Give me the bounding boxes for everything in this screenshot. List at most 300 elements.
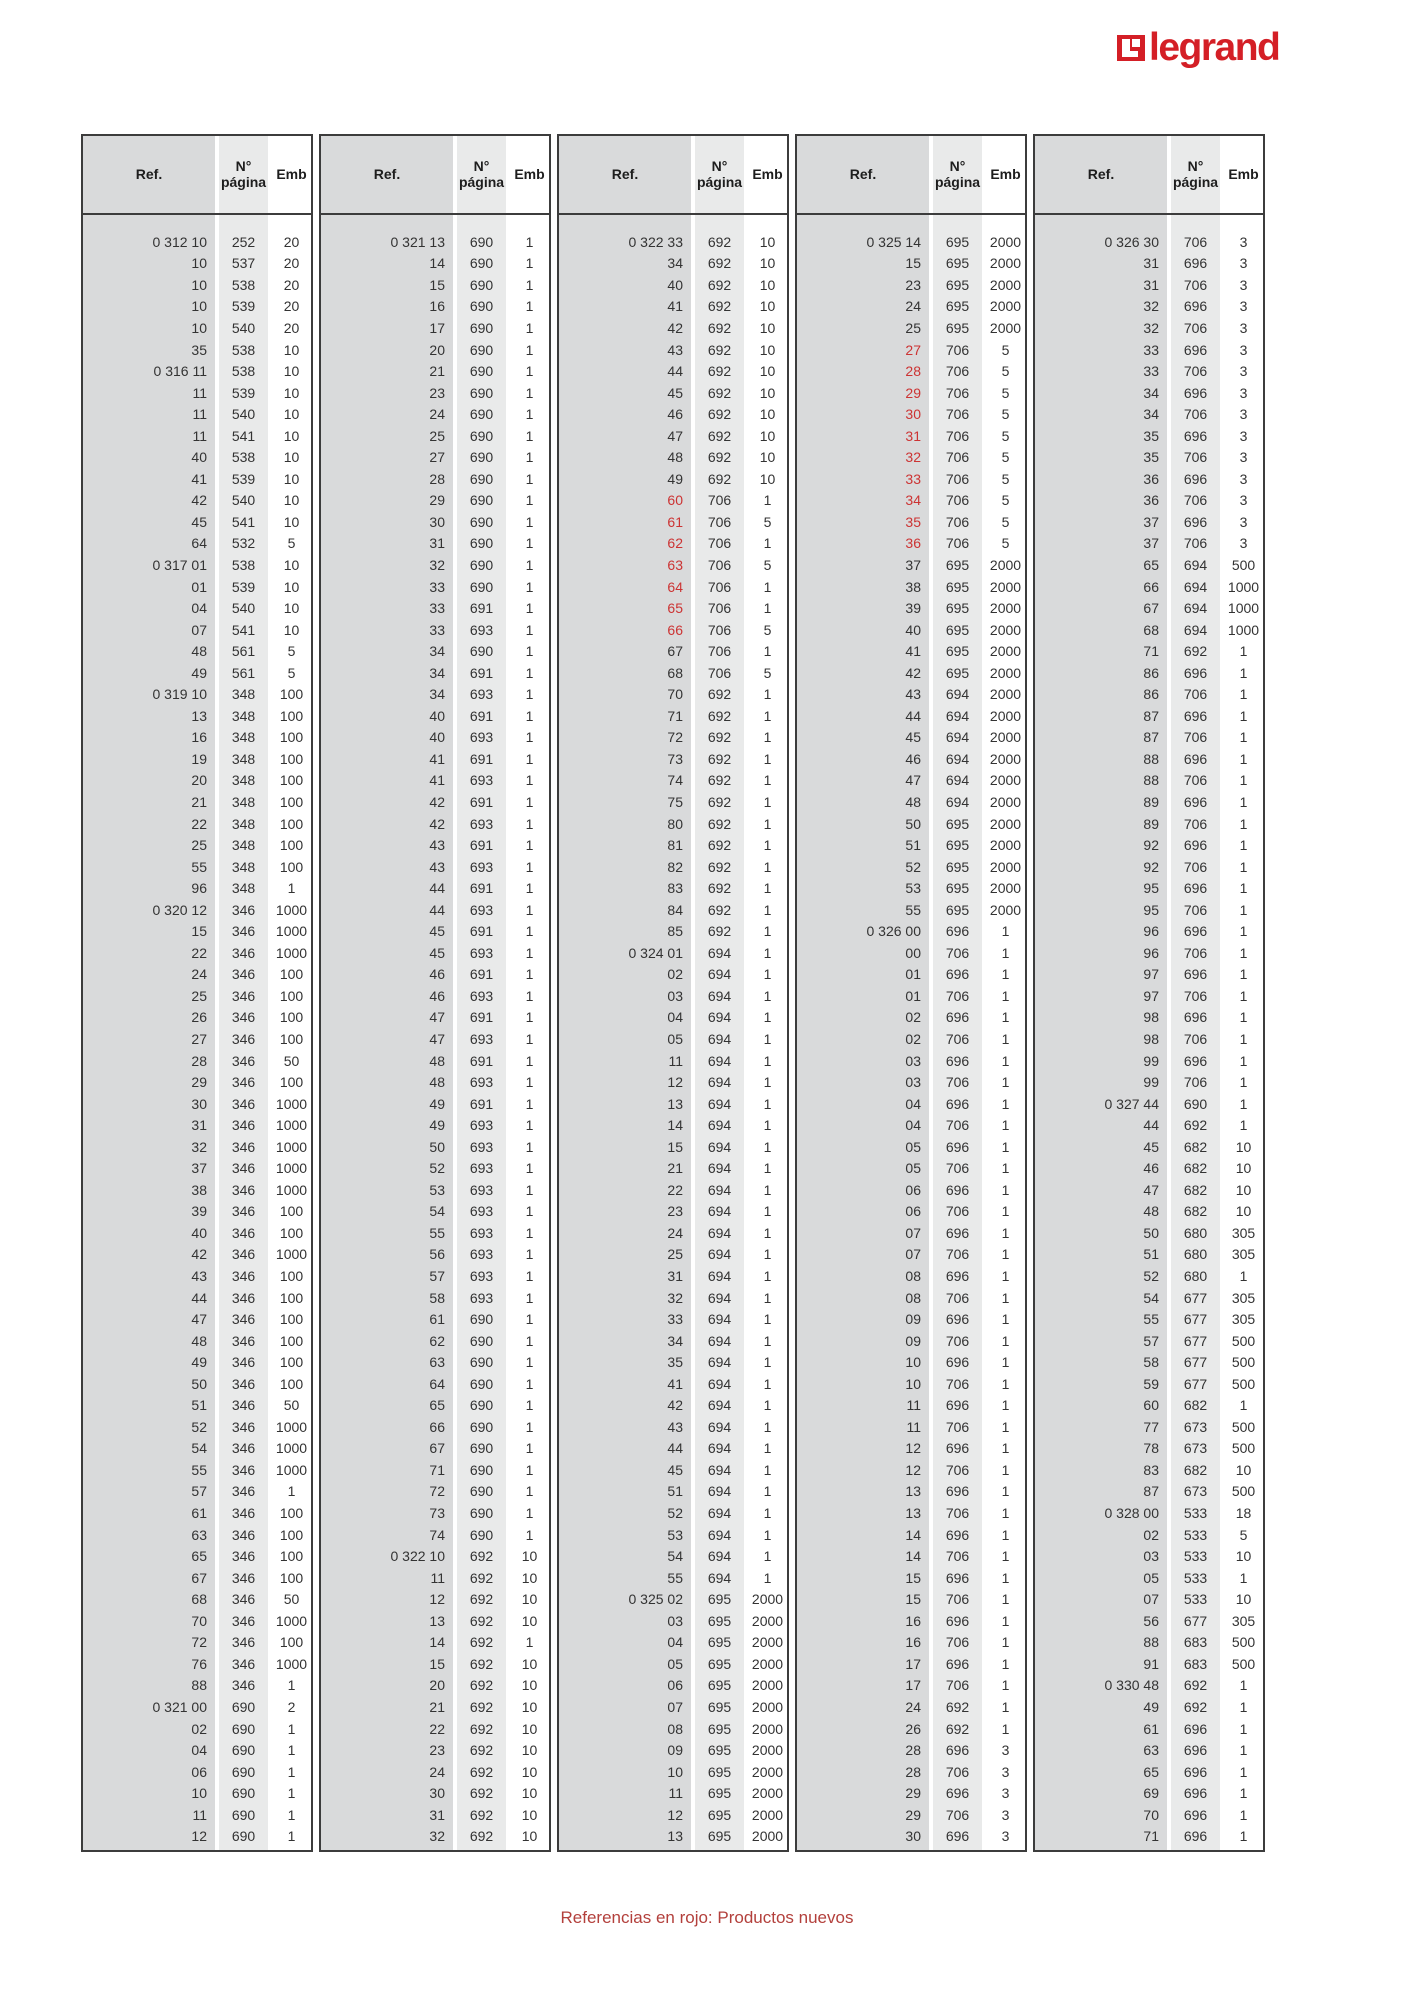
page-cell: 692 bbox=[707, 363, 732, 380]
emb-cell: 500 bbox=[1231, 1634, 1256, 1651]
emb-cell: 1 bbox=[525, 664, 534, 681]
table-row bbox=[1035, 296, 1263, 318]
ref-cell: 45 bbox=[191, 513, 207, 530]
table-row bbox=[797, 856, 1025, 878]
emb-cell: 1 bbox=[763, 1461, 772, 1478]
page-cell: 539 bbox=[231, 384, 256, 401]
table-row bbox=[797, 317, 1025, 339]
emb-cell: 2000 bbox=[989, 750, 1022, 767]
page-cell: 706 bbox=[707, 600, 732, 617]
ref-cell: 96 bbox=[1143, 923, 1159, 940]
table-row bbox=[1035, 1244, 1263, 1266]
table-row bbox=[1035, 1481, 1263, 1503]
emb-cell: 5 bbox=[763, 621, 772, 638]
ref-cell: 49 bbox=[429, 1095, 445, 1112]
page-cell: 696 bbox=[945, 966, 970, 983]
ref-cell: 99 bbox=[1143, 1052, 1159, 1069]
emb-cell: 1 bbox=[763, 1095, 772, 1112]
emb-cell: 1 bbox=[1001, 1677, 1010, 1694]
emb-cell: 500 bbox=[1231, 1440, 1256, 1457]
table-header bbox=[1035, 136, 1263, 215]
emb-cell: 2000 bbox=[989, 880, 1022, 897]
page-cell: 346 bbox=[231, 1526, 256, 1543]
emb-cell: 10 bbox=[759, 276, 776, 293]
page-cell: 693 bbox=[469, 1074, 494, 1091]
emb-cell: 2000 bbox=[751, 1828, 784, 1845]
emb-cell: 1 bbox=[1001, 1138, 1010, 1155]
emb-cell: 1 bbox=[525, 1117, 534, 1134]
emb-cell: 1 bbox=[1239, 1052, 1248, 1069]
ref-cell: 48 bbox=[191, 1332, 207, 1349]
table-row bbox=[83, 1244, 311, 1266]
page-cell: 673 bbox=[1183, 1483, 1208, 1500]
emb-cell: 2000 bbox=[989, 686, 1022, 703]
table-row bbox=[1035, 1308, 1263, 1330]
emb-cell: 100 bbox=[279, 1569, 304, 1586]
ref-cell: 73 bbox=[429, 1505, 445, 1522]
page-cell: 706 bbox=[945, 1806, 970, 1823]
page-cell: 692 bbox=[707, 255, 732, 272]
header-page-line1: N° bbox=[235, 157, 252, 174]
table-row bbox=[797, 1567, 1025, 1589]
ref-cell: 0 324 01 bbox=[628, 944, 683, 961]
table-row bbox=[797, 1114, 1025, 1136]
ref-cell: 10 bbox=[191, 298, 207, 315]
page-cell: 691 bbox=[469, 966, 494, 983]
emb-cell: 2000 bbox=[989, 729, 1022, 746]
emb-cell: 5 bbox=[1001, 406, 1010, 423]
emb-cell: 10 bbox=[759, 406, 776, 423]
header-page-label bbox=[697, 159, 742, 190]
emb-cell: 1 bbox=[763, 1181, 772, 1198]
page-cell: 693 bbox=[469, 901, 494, 918]
emb-cell: 1 bbox=[525, 858, 534, 875]
table-row bbox=[559, 468, 787, 490]
ref-cell: 31 bbox=[429, 535, 445, 552]
table-row bbox=[321, 576, 549, 598]
table-row bbox=[1035, 662, 1263, 684]
ref-cell: 20 bbox=[429, 341, 445, 358]
table-row bbox=[321, 1071, 549, 1093]
ref-cell: 34 bbox=[1143, 406, 1159, 423]
page-cell: 706 bbox=[945, 1031, 970, 1047]
ref-cell: 01 bbox=[905, 987, 921, 1004]
emb-cell: 10 bbox=[283, 341, 300, 358]
page-cell: 533 bbox=[1183, 1526, 1208, 1543]
table-row bbox=[321, 274, 549, 296]
page-cell: 692 bbox=[707, 319, 732, 336]
ref-cell: 27 bbox=[905, 341, 921, 358]
emb-cell: 1 bbox=[287, 1806, 296, 1823]
ref-cell: 52 bbox=[1143, 1268, 1159, 1285]
emb-cell: 1 bbox=[525, 1160, 534, 1177]
emb-cell: 1 bbox=[1239, 643, 1248, 660]
emb-cell: 1 bbox=[1001, 1268, 1010, 1285]
table-row bbox=[559, 964, 787, 986]
page-cell: 693 bbox=[469, 1160, 494, 1177]
ref-cell: 87 bbox=[1143, 707, 1159, 724]
emb-cell: 1 bbox=[1001, 1354, 1010, 1371]
emb-cell: 1 bbox=[1001, 1117, 1010, 1134]
ref-cell: 41 bbox=[191, 470, 207, 487]
emb-cell: 50 bbox=[283, 1397, 300, 1414]
table-row bbox=[1035, 899, 1263, 921]
emb-cell: 3 bbox=[1239, 255, 1248, 272]
page-cell: 346 bbox=[231, 1181, 256, 1198]
ref-cell: 45 bbox=[667, 1461, 683, 1478]
page-cell: 694 bbox=[707, 1569, 732, 1586]
page-cell: 696 bbox=[945, 1138, 970, 1155]
ref-cell: 81 bbox=[667, 837, 683, 854]
table-row bbox=[1035, 1136, 1263, 1158]
table-row bbox=[83, 942, 311, 964]
ref-cell: 53 bbox=[429, 1181, 445, 1198]
emb-cell: 1 bbox=[1001, 1052, 1010, 1069]
ref-cell: 28 bbox=[905, 363, 921, 380]
ref-cell: 05 bbox=[905, 1160, 921, 1177]
table-row bbox=[559, 1761, 787, 1783]
page-cell: 690 bbox=[469, 1461, 494, 1478]
emb-cell: 2000 bbox=[989, 664, 1022, 681]
page-cell: 540 bbox=[231, 492, 256, 509]
emb-cell: 3 bbox=[1239, 363, 1248, 380]
table-row bbox=[797, 490, 1025, 512]
ref-cell: 42 bbox=[191, 1246, 207, 1263]
emb-cell: 1 bbox=[1001, 923, 1010, 940]
page-cell: 346 bbox=[231, 1332, 256, 1349]
table-row bbox=[559, 1416, 787, 1438]
ref-cell: 02 bbox=[905, 1009, 921, 1026]
table-row bbox=[797, 1761, 1025, 1783]
emb-cell: 1 bbox=[525, 384, 534, 401]
table-row bbox=[1035, 1093, 1263, 1115]
ref-cell: 03 bbox=[905, 1074, 921, 1091]
emb-cell: 1 bbox=[763, 858, 772, 875]
ref-cell: 34 bbox=[1143, 384, 1159, 401]
emb-cell: 1 bbox=[763, 1440, 772, 1457]
emb-cell: 1000 bbox=[275, 1095, 308, 1112]
emb-cell: 305 bbox=[1231, 1612, 1256, 1629]
ref-cell: 03 bbox=[905, 1052, 921, 1069]
ref-cell: 67 bbox=[667, 643, 683, 660]
emb-cell: 10 bbox=[521, 1720, 538, 1737]
ref-cell: 67 bbox=[1143, 600, 1159, 617]
ref-cell: 45 bbox=[429, 923, 445, 940]
emb-cell: 500 bbox=[1231, 556, 1256, 573]
emb-cell: 5 bbox=[1001, 427, 1010, 444]
ref-cell: 25 bbox=[905, 319, 921, 336]
table-row bbox=[83, 1050, 311, 1072]
emb-cell: 305 bbox=[1231, 1224, 1256, 1241]
page-cell: 706 bbox=[707, 643, 732, 660]
emb-cell: 100 bbox=[279, 1074, 304, 1091]
page-cell: 690 bbox=[231, 1763, 256, 1780]
page-cell: 540 bbox=[231, 406, 256, 423]
emb-cell: 1 bbox=[1001, 1612, 1010, 1629]
emb-cell: 100 bbox=[279, 686, 304, 703]
table-row bbox=[797, 1007, 1025, 1029]
reference-table-1 bbox=[81, 134, 313, 1852]
page-cell: 346 bbox=[231, 1095, 256, 1112]
emb-cell: 5 bbox=[763, 513, 772, 530]
ref-cell: 02 bbox=[905, 1031, 921, 1047]
table-row bbox=[797, 1373, 1025, 1395]
page-cell: 696 bbox=[945, 1009, 970, 1026]
header-ref-label: Ref. bbox=[849, 165, 877, 182]
page-cell: 695 bbox=[945, 901, 970, 918]
ref-cell: 65 bbox=[191, 1548, 207, 1565]
emb-cell: 1 bbox=[763, 1117, 772, 1134]
page-cell: 696 bbox=[945, 1052, 970, 1069]
emb-cell: 1 bbox=[1001, 1160, 1010, 1177]
ref-cell: 89 bbox=[1143, 815, 1159, 832]
header-ref-label: Ref. bbox=[373, 165, 401, 182]
ref-cell: 47 bbox=[1143, 1181, 1159, 1198]
emb-cell: 10 bbox=[521, 1548, 538, 1565]
page-cell: 348 bbox=[231, 837, 256, 854]
ref-cell: 72 bbox=[667, 729, 683, 746]
page-cell: 673 bbox=[1183, 1418, 1208, 1435]
ref-cell: 66 bbox=[429, 1418, 445, 1435]
emb-cell: 10 bbox=[759, 298, 776, 315]
header-page-line1: N° bbox=[473, 157, 490, 174]
emb-cell: 1 bbox=[763, 750, 772, 767]
page-cell: 696 bbox=[1183, 1742, 1208, 1759]
page-cell: 346 bbox=[231, 1354, 256, 1371]
page-cell: 696 bbox=[945, 1181, 970, 1198]
page-cell: 539 bbox=[231, 298, 256, 315]
emb-cell: 2000 bbox=[989, 319, 1022, 336]
ref-cell: 23 bbox=[429, 384, 445, 401]
table-row bbox=[797, 511, 1025, 533]
ref-cell: 32 bbox=[191, 1138, 207, 1155]
emb-cell: 1 bbox=[525, 1332, 534, 1349]
emb-cell: 1 bbox=[1239, 1720, 1248, 1737]
ref-cell: 59 bbox=[1143, 1375, 1159, 1392]
reference-table-3 bbox=[557, 134, 789, 1852]
ref-cell: 15 bbox=[905, 1569, 921, 1586]
table-body bbox=[1035, 231, 1263, 1847]
page-cell: 694 bbox=[707, 1397, 732, 1414]
page-cell: 690 bbox=[469, 255, 494, 272]
table-row bbox=[321, 1136, 549, 1158]
page-cell: 690 bbox=[469, 384, 494, 401]
ref-cell: 63 bbox=[667, 556, 683, 573]
emb-cell: 5 bbox=[1001, 535, 1010, 552]
table-row bbox=[83, 1761, 311, 1783]
page-cell: 695 bbox=[707, 1720, 732, 1737]
ref-cell: 52 bbox=[429, 1160, 445, 1177]
page-cell: 692 bbox=[707, 793, 732, 810]
header-page bbox=[695, 136, 744, 213]
page-cell: 346 bbox=[231, 1591, 256, 1608]
table-row bbox=[797, 1050, 1025, 1072]
ref-cell: 0 330 48 bbox=[1104, 1677, 1159, 1694]
page-cell: 692 bbox=[707, 233, 732, 250]
page-cell: 706 bbox=[945, 384, 970, 401]
ref-cell: 03 bbox=[667, 1612, 683, 1629]
page-cell: 706 bbox=[1183, 406, 1208, 423]
page-cell: 690 bbox=[231, 1720, 256, 1737]
ref-cell: 46 bbox=[905, 750, 921, 767]
page-cell: 691 bbox=[469, 600, 494, 617]
ref-cell: 51 bbox=[191, 1397, 207, 1414]
table-row bbox=[797, 877, 1025, 899]
page-cell: 706 bbox=[1183, 1074, 1208, 1091]
ref-cell: 50 bbox=[191, 1375, 207, 1392]
page-cell: 706 bbox=[945, 513, 970, 530]
ref-cell: 00 bbox=[905, 944, 921, 961]
table-row bbox=[797, 253, 1025, 275]
ref-cell: 24 bbox=[905, 298, 921, 315]
ref-cell: 11 bbox=[192, 406, 207, 423]
table-row bbox=[559, 1265, 787, 1287]
ref-cell: 11 bbox=[906, 1418, 921, 1435]
table-row bbox=[83, 813, 311, 835]
page-cell: 694 bbox=[707, 1031, 732, 1047]
page-cell: 694 bbox=[945, 793, 970, 810]
ref-cell: 48 bbox=[429, 1074, 445, 1091]
ref-cell: 25 bbox=[191, 987, 207, 1004]
table-row bbox=[321, 360, 549, 382]
table-row bbox=[559, 813, 787, 835]
ref-cell: 41 bbox=[429, 772, 445, 789]
emb-cell: 50 bbox=[283, 1052, 300, 1069]
ref-cell: 54 bbox=[191, 1440, 207, 1457]
emb-cell: 1 bbox=[763, 686, 772, 703]
table-row bbox=[797, 231, 1025, 253]
emb-cell: 100 bbox=[279, 815, 304, 832]
ref-cell: 66 bbox=[667, 621, 683, 638]
ref-cell: 69 bbox=[1143, 1785, 1159, 1802]
page-cell: 252 bbox=[231, 233, 256, 250]
ref-cell: 29 bbox=[905, 384, 921, 401]
table-row bbox=[321, 640, 549, 662]
ref-cell: 84 bbox=[667, 901, 683, 918]
emb-cell: 10 bbox=[759, 319, 776, 336]
page-cell: 690 bbox=[469, 535, 494, 552]
table-row bbox=[321, 662, 549, 684]
page-cell: 696 bbox=[945, 1397, 970, 1414]
emb-cell: 1 bbox=[1239, 686, 1248, 703]
emb-cell: 2000 bbox=[989, 858, 1022, 875]
table-row bbox=[83, 490, 311, 512]
page-cell: 682 bbox=[1183, 1160, 1208, 1177]
table-row bbox=[797, 1459, 1025, 1481]
ref-cell: 13 bbox=[429, 1612, 445, 1629]
ref-cell: 88 bbox=[191, 1677, 207, 1694]
header-page bbox=[933, 136, 982, 213]
emb-cell: 1 bbox=[1239, 987, 1248, 1004]
emb-cell: 1 bbox=[287, 880, 296, 897]
emb-cell: 1 bbox=[1001, 1224, 1010, 1241]
emb-cell: 5 bbox=[1001, 384, 1010, 401]
table-row bbox=[797, 533, 1025, 555]
emb-cell: 1 bbox=[763, 1268, 772, 1285]
emb-cell: 1 bbox=[1239, 750, 1248, 767]
ref-cell: 70 bbox=[667, 686, 683, 703]
table-row bbox=[559, 339, 787, 361]
emb-cell: 1 bbox=[1239, 1698, 1248, 1715]
page-cell: 694 bbox=[707, 1074, 732, 1091]
emb-cell: 1 bbox=[763, 707, 772, 724]
table-row bbox=[559, 446, 787, 468]
emb-cell: 1 bbox=[763, 1397, 772, 1414]
reference-tables bbox=[81, 134, 1265, 1852]
table-row bbox=[797, 1158, 1025, 1180]
emb-cell: 2000 bbox=[989, 298, 1022, 315]
ref-cell: 50 bbox=[1143, 1224, 1159, 1241]
page-cell: 690 bbox=[469, 233, 494, 250]
emb-cell: 1 bbox=[763, 1052, 772, 1069]
ref-cell: 35 bbox=[905, 513, 921, 530]
page-cell: 695 bbox=[945, 837, 970, 854]
emb-cell: 3 bbox=[1239, 427, 1248, 444]
emb-cell: 1 bbox=[525, 1095, 534, 1112]
ref-cell: 07 bbox=[667, 1698, 683, 1715]
emb-cell: 5 bbox=[1001, 513, 1010, 530]
table-row bbox=[1035, 1007, 1263, 1029]
page-cell: 541 bbox=[231, 513, 256, 530]
table-row bbox=[797, 1632, 1025, 1654]
table-row bbox=[83, 533, 311, 555]
table-row bbox=[559, 490, 787, 512]
table-row bbox=[321, 1459, 549, 1481]
ref-cell: 05 bbox=[667, 1031, 683, 1047]
page-cell: 690 bbox=[469, 1505, 494, 1522]
table-row bbox=[321, 1028, 549, 1050]
page-cell: 692 bbox=[469, 1828, 494, 1845]
page-cell: 346 bbox=[231, 1160, 256, 1177]
ref-cell: 51 bbox=[1143, 1246, 1159, 1263]
emb-cell: 1 bbox=[525, 1181, 534, 1198]
ref-cell: 86 bbox=[1143, 686, 1159, 703]
emb-cell: 100 bbox=[279, 1548, 304, 1565]
ref-cell: 66 bbox=[1143, 578, 1159, 595]
table-row bbox=[559, 1351, 787, 1373]
emb-cell: 100 bbox=[279, 858, 304, 875]
emb-cell: 1 bbox=[763, 1354, 772, 1371]
ref-cell: 80 bbox=[667, 815, 683, 832]
page-cell: 706 bbox=[945, 1505, 970, 1522]
emb-cell: 305 bbox=[1231, 1311, 1256, 1328]
table-row bbox=[559, 877, 787, 899]
emb-cell: 1 bbox=[1239, 1742, 1248, 1759]
ref-cell: 44 bbox=[667, 1440, 683, 1457]
emb-cell: 10 bbox=[521, 1742, 538, 1759]
page-cell: 693 bbox=[469, 1203, 494, 1220]
table-row bbox=[559, 511, 787, 533]
table-row bbox=[83, 554, 311, 576]
page-cell: 695 bbox=[707, 1785, 732, 1802]
emb-cell: 10 bbox=[283, 492, 300, 509]
ref-cell: 58 bbox=[1143, 1354, 1159, 1371]
page-cell: 346 bbox=[231, 901, 256, 918]
table-row bbox=[1035, 1395, 1263, 1417]
page-cell: 706 bbox=[945, 470, 970, 487]
ref-cell: 15 bbox=[667, 1138, 683, 1155]
table-row bbox=[1035, 425, 1263, 447]
emb-cell: 1 bbox=[1001, 1289, 1010, 1306]
page-cell: 694 bbox=[707, 1009, 732, 1026]
page-cell: 693 bbox=[469, 686, 494, 703]
emb-cell: 2000 bbox=[989, 600, 1022, 617]
table-row bbox=[83, 425, 311, 447]
page-cell: 677 bbox=[1183, 1375, 1208, 1392]
table-row bbox=[1035, 1567, 1263, 1589]
header-emb bbox=[986, 136, 1025, 213]
page-cell: 706 bbox=[1183, 987, 1208, 1004]
